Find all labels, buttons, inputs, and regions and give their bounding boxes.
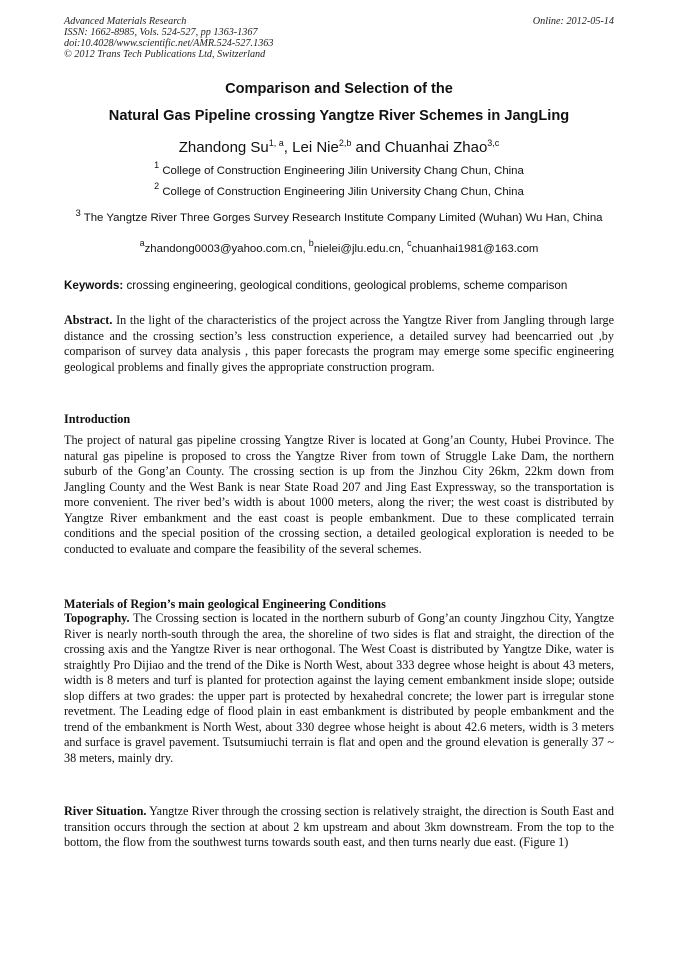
keywords-label: Keywords:	[64, 279, 124, 292]
affiliation-2-sup: 2	[154, 181, 160, 191]
river-situation-text: Yangtze River through the crossing section is relatively straight, the direction is South East and transition occurs through the section at about 2 km upstream and about 3km downstream. From the top to the bottom, the flow from the southwest turns towards south east, and then turns nearly due east. (Figure 1)	[64, 804, 614, 850]
affiliation-2	[0, 181, 678, 200]
keywords	[64, 278, 624, 293]
paper-title-line-1: Comparison and Selection of the	[225, 81, 453, 97]
journal-name: Advanced Materials Research	[64, 16, 187, 27]
abstract-paragraph	[64, 313, 614, 375]
author-2: , Lei Nie	[283, 139, 339, 156]
author-1-sup: 1, a	[268, 138, 284, 148]
author-2-sup: 2,b	[338, 138, 352, 148]
copyright-line: © 2012 Trans Tech Publications Ltd, Switzerland	[64, 49, 266, 60]
keywords-text: crossing engineering, geological conditions, geological problems, scheme comparison	[123, 279, 568, 292]
author-3: and Chuanhai Zhao	[351, 139, 488, 156]
introduction-heading: Introduction	[64, 412, 131, 426]
online-date: Online: 2012-05-14	[532, 16, 614, 27]
abstract-text: In the light of the characteristics of the project across the Yangtze River from Jangling through large distance and the crossing section’s less construction experience, a detailed survey had beencarried out ,by comparison of survey data analysis , this paper forecasts the program may emerge some specific engineering geological problems and finally gives the appropriate construction program.	[64, 313, 614, 374]
affiliation-1-sup: 1	[154, 160, 160, 170]
affiliation-2-text: College of Construction Engineering Jilin University Chang Chun, China	[159, 186, 524, 198]
affiliation-3-text: The Yangtze River Three Gorges Survey Research Institute Company Limited (Wuhan) Wu Han, China	[80, 211, 603, 224]
author-emails	[0, 238, 678, 257]
river-situation-label: River Situation.	[64, 804, 147, 818]
river-situation-paragraph	[64, 804, 614, 851]
affiliation-3	[64, 206, 614, 226]
topography-text: The Crossing section is located in the northern suburb of Gong’an county Jingzhou City, Yangtze River is nearly north-south through the area, the shoreline of two sides is flat and straight, the direction of the crossing axis and the Yangtze River is near orthogonal. The West Coast is distributed by Yangtze Dike, water is straightly Pro Dijiao and the trend of the Dike is North West, about 333 degree whose height is about 43 meters, width is 8 meters and turf is planted for protection against the laying cement embankment inside slope; outside slop differs at two grades: the upper part is protected by hexahedral concrete; the lower part is irregular stone revetment. The Leading edge of flood plain in east embankment is distributed by people embankment and the trend of the embankment is North West, about 330 degree whose height is about 42.6 meters, width is 3 meters and surface is gravel pavement. Tsutsumiuchi terrain is flat and open and the ground elevation is generally 37 ~ 38 meters, mainly dry.	[64, 611, 614, 765]
email-b: nielei@jlu.edu.cn,	[313, 243, 408, 255]
materials-heading: Materials of Region’s main geological Engineering Conditions	[64, 597, 386, 611]
affiliation-3-sup: 3	[75, 208, 81, 219]
author-3-sup: 3,c	[487, 138, 500, 148]
email-b-sup: b	[308, 238, 314, 248]
introduction-paragraph: The project of natural gas pipeline crossing Yangtze River is located at Gong’an County, Hubei Province. The natural gas pipeline is proposed to cross the Yangtze River from town of Struggle Lake Dam, the northern suburb of the Gong’an County. The crossing section is up from the Jinzhou City 26km, 22km down from Jangling County and the West Bank is near State Road 207 and Jing East Expressway, so the transportation is more convenient. The river bed’s width is about 1000 meters, along the river; the west coast is distributed by Yangtze River embankment and the east coast is people embankment. Due to these complicated terrain conditions and the special position of the crossing section, a detailed geological exploration is needed to be conducted to evaluate and compare the feasibility of the several schemes.	[64, 433, 614, 556]
abstract-label: Abstract.	[64, 313, 113, 327]
paper-title-line-2: Natural Gas Pipeline crossing Yangtze River Schemes in JangLing	[108, 108, 570, 124]
topography-label: Topography.	[64, 611, 130, 625]
affiliation-1	[0, 160, 678, 179]
topography-paragraph	[64, 611, 614, 766]
doi-line: doi:10.4028/www.scientific.net/AMR.524-527.1363	[64, 38, 274, 49]
author-list	[0, 138, 678, 158]
author-1: Zhandong Su	[178, 139, 269, 156]
email-c: chuanhai1981@163.com	[411, 243, 539, 255]
email-c-sup: c	[407, 238, 412, 248]
email-a: zhandong0003@yahoo.com.cn,	[144, 243, 309, 255]
affiliation-1-text: College of Construction Engineering Jilin University Chang Chun, China	[159, 165, 524, 177]
email-a-sup: a	[139, 238, 145, 248]
issn-line: ISSN: 1662-8985, Vols. 524-527, pp 1363-1367	[64, 27, 258, 38]
